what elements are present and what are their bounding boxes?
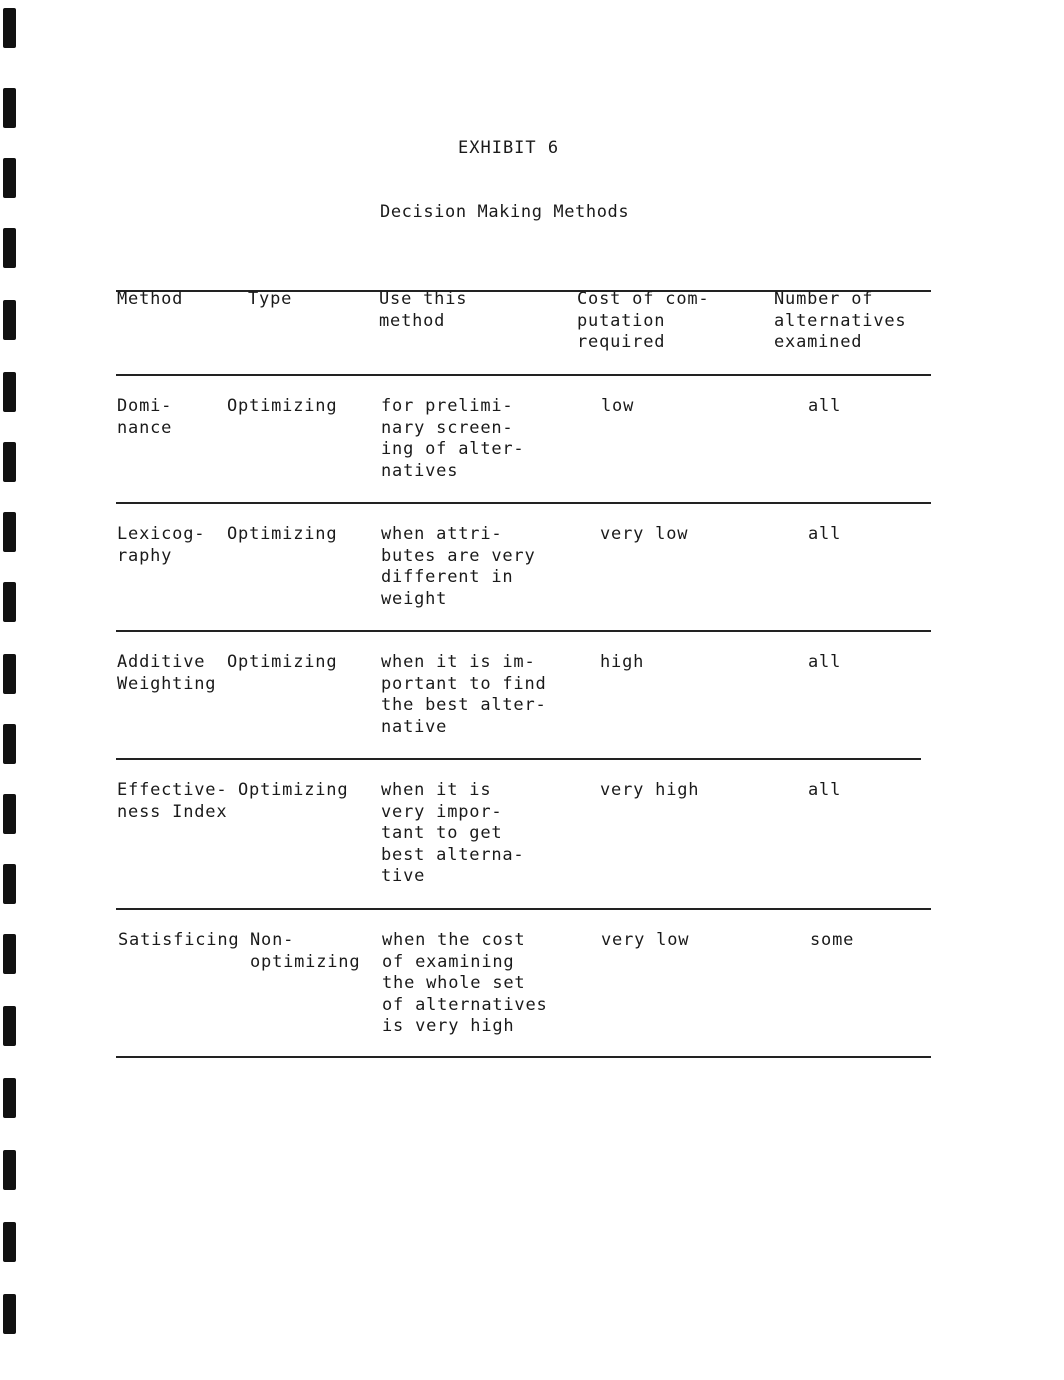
- binder-hole: [3, 582, 16, 622]
- table-cell-number: all: [808, 652, 842, 672]
- table-cell-method: Additive Weighting: [117, 652, 217, 694]
- binder-hole: [3, 228, 16, 268]
- table-cell-method: Satisficing: [118, 930, 240, 950]
- table-cell-use: when it is im- portant to find the best alter- native: [381, 652, 547, 737]
- binder-hole: [3, 724, 16, 764]
- row-divider: [116, 502, 931, 504]
- column-header-number: Number of alternatives examined: [774, 289, 907, 352]
- binder-hole: [3, 1150, 16, 1190]
- table-cell-type: Optimizing: [227, 652, 338, 672]
- table-cell-number: all: [808, 524, 842, 544]
- binder-hole: [3, 1294, 16, 1334]
- binder-hole: [3, 934, 16, 974]
- table-cell-number: all: [808, 396, 842, 416]
- table-cell-use: when the cost of examining the whole set of alternatives is very high: [382, 930, 548, 1036]
- column-header-cost: Cost of com- putation required: [577, 289, 710, 352]
- table-cell-cost: very low: [601, 930, 690, 950]
- table-cell-type: Non- optimizing: [250, 930, 361, 972]
- binder-hole: [3, 654, 16, 694]
- binder-hole: [3, 8, 16, 48]
- header-bottom-rule: [116, 374, 931, 376]
- table-title: Decision Making Methods: [380, 202, 630, 222]
- table-cell-type: Optimizing: [227, 396, 338, 416]
- row-divider: [116, 630, 931, 632]
- column-header-method: Method: [117, 289, 184, 309]
- table-cell-method: Domi- nance: [117, 396, 173, 438]
- binder-hole: [3, 1222, 16, 1262]
- table-cell-cost: high: [600, 652, 645, 672]
- binder-hole: [3, 512, 16, 552]
- binder-hole: [3, 372, 16, 412]
- table-cell-cost: very low: [600, 524, 689, 544]
- row-divider: [116, 908, 931, 910]
- table-cell-number: all: [808, 780, 842, 800]
- table-cell-type: Optimizing: [227, 524, 338, 544]
- table-cell-method: Effective- ness Index: [117, 780, 228, 822]
- exhibit-label: EXHIBIT 6: [458, 138, 560, 158]
- column-header-type: Type: [248, 289, 293, 309]
- binder-hole: [3, 1006, 16, 1046]
- table-cell-use: when attri- butes are very different in weight: [381, 524, 536, 609]
- table-cell-cost: low: [601, 396, 635, 416]
- table-cell-use: when it is very impor- tant to get best alterna- tive: [381, 780, 525, 886]
- binder-hole: [3, 864, 16, 904]
- table-cell-type: Optimizing: [238, 780, 349, 800]
- binder-hole: [3, 442, 16, 482]
- binder-hole: [3, 1078, 16, 1118]
- binder-hole: [3, 158, 16, 198]
- binder-hole: [3, 794, 16, 834]
- table-bottom-rule: [116, 1056, 931, 1058]
- row-divider: [116, 758, 921, 760]
- binder-hole: [3, 88, 16, 128]
- table-cell-use: for prelimi- nary screen- ing of alter- natives: [381, 396, 525, 481]
- table-cell-number: some: [810, 930, 855, 950]
- column-header-use: Use this method: [379, 289, 468, 331]
- table-cell-cost: very high: [600, 780, 700, 800]
- binder-hole: [3, 300, 16, 340]
- table-cell-method: Lexicog- raphy: [117, 524, 206, 566]
